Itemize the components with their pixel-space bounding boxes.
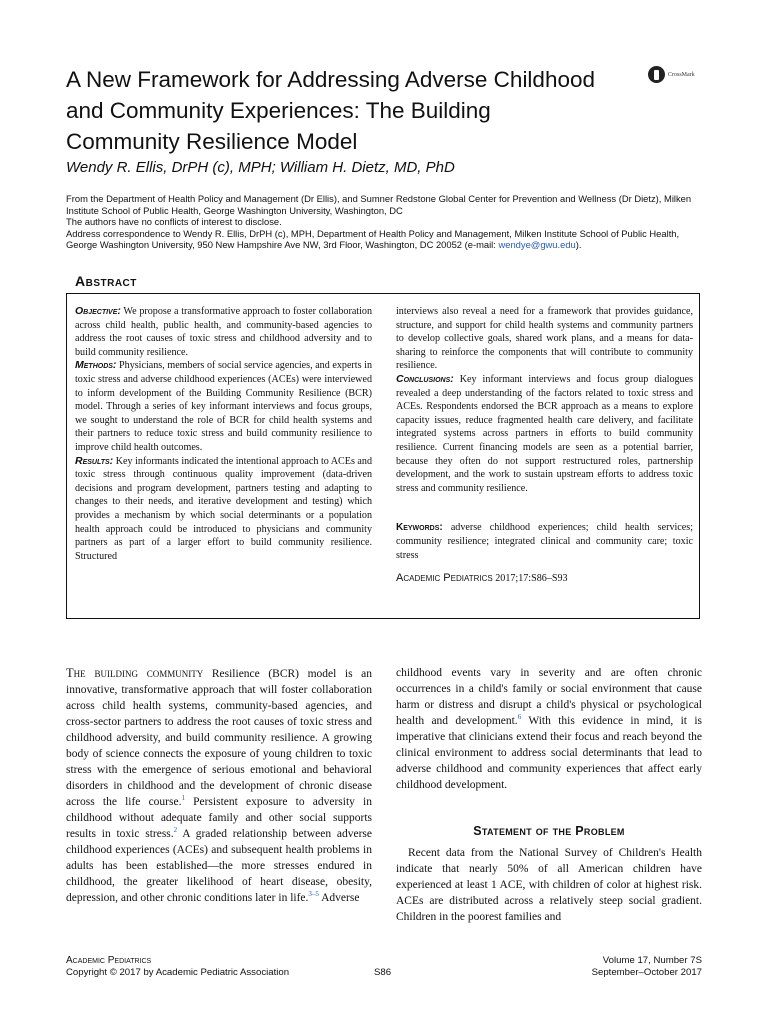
crossmark-label: CrossMark	[668, 71, 695, 78]
keywords-text: adverse childhood experiences; child health services; community resilience; integrated clinical and community care; toxic stress	[396, 522, 693, 561]
abstract-left-column	[75, 305, 372, 563]
section-heading: Statement of the Problem	[473, 824, 625, 838]
footer-volume: Volume 17, Number 7S	[602, 955, 702, 966]
results-label: Results:	[75, 454, 114, 467]
footer-date: September–October 2017	[591, 967, 702, 978]
reference-link[interactable]: 1	[181, 794, 185, 802]
conclusions-label: Conclusions:	[396, 372, 454, 385]
objective-label: Objective:	[75, 305, 121, 317]
body-left-column	[66, 665, 372, 906]
crossmark-badge[interactable]	[648, 66, 695, 83]
lead-in-text: The building community	[66, 666, 204, 680]
footer-copyright: Copyright © 2017 by Academic Pediatric Association	[66, 967, 290, 978]
problem-paragraph: Recent data from the National Survey of Children's Health indicate that nearly 50% of all American children have experienced at least 1 ACE, with children of color at highest risk. ACEs are distributed across a relatively steep social gradient. Children in the poorest families and	[396, 847, 702, 923]
intro-continued	[396, 665, 702, 793]
correspondence-address: Address correspondence to Wendy R. Ellis, DrPH (c), MPH, Department of Health Policy and Management, Milken Institute School of Public Health, George Washington University, 950 New Hampshire Ave NW, 3rd Floor, Washington, DC 20052 (e-mail:	[66, 227, 680, 251]
conclusions-text: Key informant interviews and focus group dialogues revealed a deep understanding of the factors related to toxic stress and ACEs. Respondents endorsed the BCR approach as a means to explore capacity issues, reduce fragmented health care delivery, and facilitate integrated systems across partners in efforts to build community resilience. Current financing models are seen as a potential barrier, because they often do not support restructured roles, partnership development, and the work to sustain upstream efforts to address toxic stress and community resilience.	[396, 373, 693, 494]
intro-continued-b: With this evidence in mind, it is imperative that clinicians extend their focus and reach beyond the clinical environment to address social determinants that lead to adverse childhood and community experiences that affect early childhood development.	[396, 715, 702, 791]
page-number: S86	[374, 967, 392, 978]
intro-paragraph	[66, 665, 372, 906]
intro-text-b: Persistent exposure to adversity in childhood without adequate family and other social supports results in toxic stress.	[66, 796, 372, 840]
abstract-keywords	[396, 521, 693, 562]
objective-text: We propose a transformative approach to foster collaboration across child health, public health, and community-based agencies to address the root causes of toxic stress and childhood adversity and to build community resilience.	[75, 306, 372, 358]
footer-right	[592, 955, 702, 979]
abstract-results	[75, 455, 372, 564]
abstract-objective	[75, 305, 372, 359]
intro-text-a: Resilience (BCR) model is an innovative, transformative approach that will foster collaboration across child health systems, community-based agencies, and cross-sector partners to address the root causes of toxic stress and childhood adversity, and build community resilience. A growing body of science connects the exposure of young children to toxic stress with the emergence of serious emotional and behavioral disorders in childhood and the development of chronic disease across the life course.	[66, 668, 372, 808]
journal-citation	[396, 572, 693, 586]
email-link[interactable]: wendye@gwu.edu	[498, 239, 576, 251]
correspondence-end: ).	[575, 239, 582, 251]
results-text: Key informants indicated the intentional approach to ACEs and toxic stress through continuous quality improvement (data-driven decisions and program development, partners testing and adapting to changes to their needs, and iterative development and testing) which provides a mechanism by which social determinants or a population health approach could be introduced to physicians and community partners as part of a larger effort to build community resilience. Structured	[75, 455, 372, 562]
crossmark-icon	[648, 66, 665, 83]
footer-left	[66, 955, 289, 979]
abstract-right-column	[396, 305, 693, 586]
footer-journal: Academic Pediatrics	[66, 955, 152, 966]
results-continued: interviews also reveal a need for a framework that provides guidance, structure, and support for child health systems and community partners to develop collective goals, shared work plans, and a means for data-sharing to reinforce the components that will contribute to community resilience.	[396, 306, 693, 372]
methods-label: Methods:	[75, 359, 117, 372]
author-list: Wendy R. Ellis, DrPH (c), MPH; William H. Dietz, MD, PhD	[66, 159, 455, 176]
conflict-statement: The authors have no conflicts of interest to disclose.	[66, 216, 282, 228]
abstract-methods	[75, 359, 372, 454]
reference-link[interactable]: 6	[517, 713, 522, 721]
abstract-conclusions	[396, 373, 693, 495]
intro-continued-a: childhood events vary in severity and are often chronic occurrences in a child's family or social environment that cause harm or distress and disrupt a child's physical or psychological health and development.	[396, 667, 702, 727]
citation-text: 2017;17:S86–S93	[492, 573, 568, 585]
reference-link[interactable]: 3–5	[308, 890, 319, 898]
affiliation-block	[66, 193, 706, 251]
correspondence-text	[66, 228, 706, 251]
article-title: A New Framework for Addressing Adverse Childhood and Community Experiences: The Building Community Resilience Model	[66, 67, 596, 154]
body-right-column	[396, 665, 702, 925]
reference-link[interactable]: 2	[173, 826, 178, 834]
intro-text-c: A graded relationship between adverse childhood experiences (ACEs) and subsequent health problems in adults has been established—the more stresses endured in childhood, the greater likelihood of heart disease, obesity, depression, and other chronic conditions later in life.	[66, 828, 372, 904]
journal-name: Academic Pediatrics	[396, 572, 493, 585]
abstract-heading: Abstract	[75, 273, 137, 289]
affiliation-text: From the Department of Health Policy and Management (Dr Ellis), and Sumner Redstone Global Center for Prevention and Wellness (Dr Dietz), Milken Institute School of Public Health, George Washington University, Washington, DC	[66, 193, 692, 216]
methods-text: Physicians, members of social service agencies, and experts in toxic stress and adverse childhood experiences (ACEs) were interviewed to inform development of the Building Community Resilience (BCR) model. Through a series of key informant interviews and focus groups, we sought to understand the role of BCR for child health systems and their partners to reduce toxic stress and build community resilience to improve child health outcomes.	[75, 360, 372, 453]
intro-text-d: Adverse	[318, 892, 360, 904]
keywords-label: Keywords:	[396, 522, 443, 534]
